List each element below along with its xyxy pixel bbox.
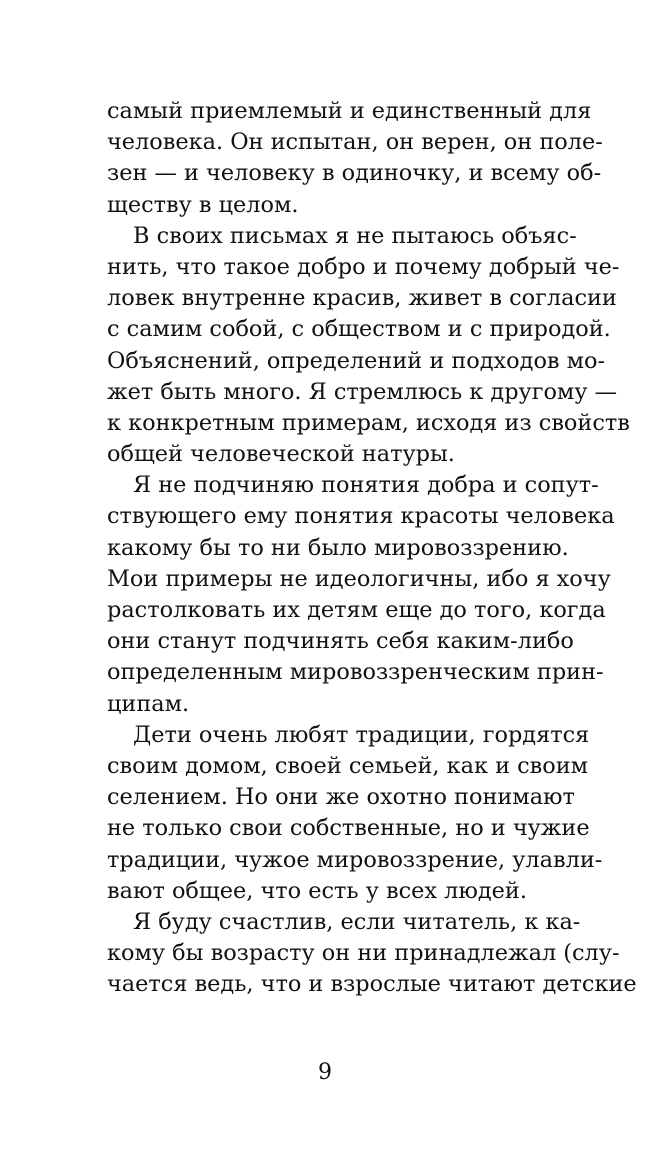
text-line: нить, что такое добро и почему добрый че- bbox=[107, 253, 620, 280]
paragraph-5 bbox=[107, 907, 637, 1001]
text-line: с самим собой, с обществом и с природой. bbox=[107, 316, 611, 343]
text-line: жет быть много. Я стремлюсь к другому — bbox=[107, 378, 618, 405]
text-line: Я не подчиняю понятия добра и сопут- bbox=[133, 472, 599, 499]
paragraph-3 bbox=[107, 470, 615, 720]
body-text bbox=[107, 96, 637, 1000]
text-line: селением. Но они же охотно понимают bbox=[107, 784, 575, 811]
text-line: традиции, чужое мировоззрение, улавли- bbox=[107, 846, 603, 873]
text-line: Мои примеры не идеологичны, ибо я хочу bbox=[107, 565, 611, 592]
text-line: ствующего ему понятия красоты человека bbox=[107, 503, 615, 530]
text-line: ловек внутренне красив, живет в согласии bbox=[107, 285, 617, 312]
text-line: ществу в целом. bbox=[107, 191, 299, 218]
text-line: В своих письмах я не пытаюсь объяс- bbox=[133, 222, 577, 249]
text-line: зен — и человеку в одиночку, и всему об- bbox=[107, 160, 602, 187]
text-line: к конкретным примерам, исходя из свойств bbox=[107, 409, 630, 436]
text-line: своим домом, своей семьей, как и своим bbox=[107, 752, 589, 779]
text-line: Объяснений, определений и подходов мо- bbox=[107, 347, 606, 374]
text-line: кому бы возрасту он ни принадлежал (слу- bbox=[107, 940, 620, 967]
text-line: Я буду счастлив, если читатель, к ка- bbox=[133, 908, 581, 935]
text-line: какому бы то ни было мировоззрению. bbox=[107, 534, 569, 561]
text-line: вают общее, что есть у всех людей. bbox=[107, 877, 527, 904]
text-line: растолковать их детям еще до того, когда bbox=[107, 597, 606, 623]
paragraph-1 bbox=[107, 96, 603, 221]
text-line: определенным мировоззренческим прин- bbox=[107, 659, 604, 686]
text-line: не только свои собственные, но и чужие bbox=[107, 815, 590, 842]
text-line: общей человеческой натуры. bbox=[107, 441, 455, 468]
text-line: ципам. bbox=[107, 690, 190, 717]
text-line: чается ведь, что и взрослые читают детские bbox=[107, 971, 637, 998]
paragraph-4 bbox=[107, 720, 603, 907]
page-number: 9 bbox=[318, 1060, 332, 1085]
text-line: они станут подчинять себя каким-либо bbox=[107, 628, 574, 655]
paragraph-2 bbox=[107, 221, 630, 471]
text-line: самый приемлемый и единственный для bbox=[107, 98, 592, 124]
text-line: Дети очень любят традиции, гордятся bbox=[133, 721, 590, 748]
text-line: человека. Он испытан, он верен, он поле- bbox=[107, 129, 603, 156]
